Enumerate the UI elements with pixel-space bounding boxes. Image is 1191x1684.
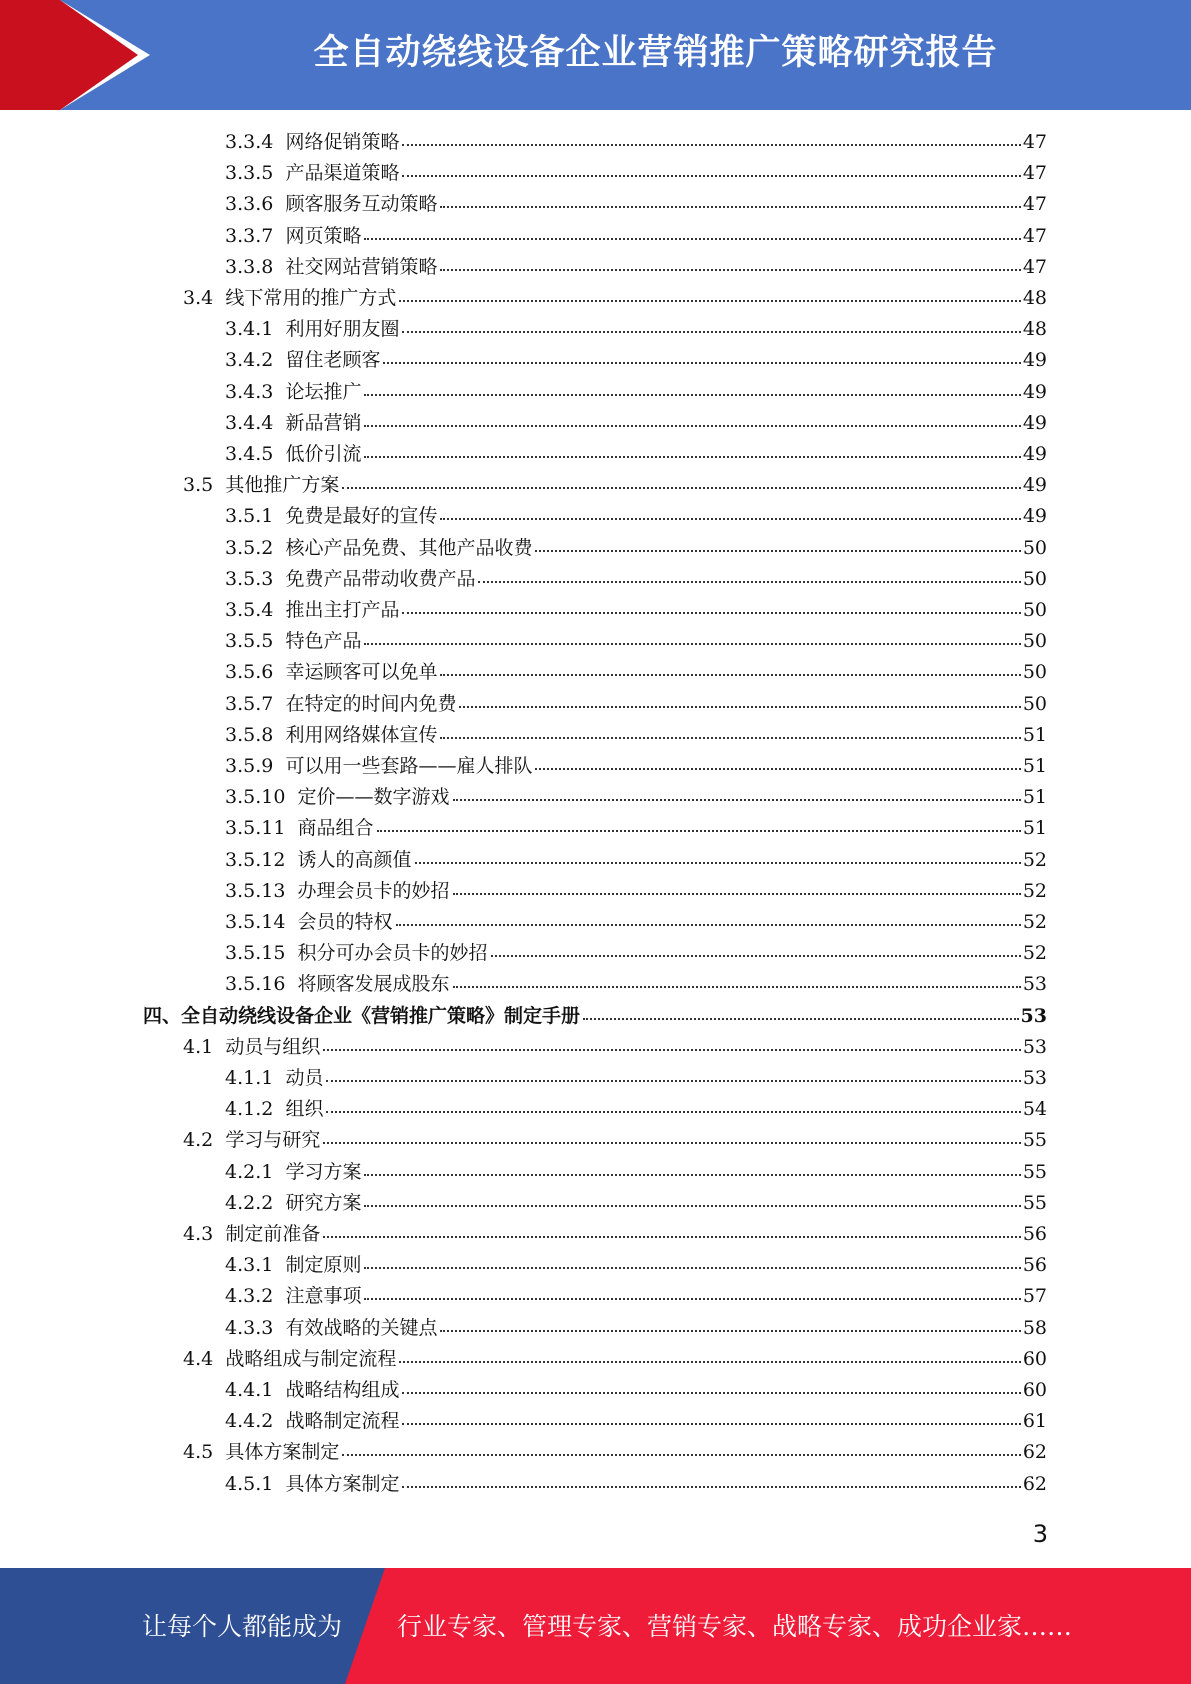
toc-entry-page: 54	[1022, 1098, 1047, 1121]
toc-dot-leader	[459, 705, 1020, 708]
toc-entry-label: 留住老顾客	[285, 349, 381, 372]
toc-entry-page: 50	[1022, 536, 1047, 559]
toc-entry[interactable]	[225, 439, 1047, 470]
toc-entry[interactable]	[225, 189, 1047, 220]
toc-entry-label: 将顾客发展成股东	[297, 973, 450, 996]
toc-entry-number: 3.3.6	[225, 193, 274, 216]
toc-entry[interactable]	[225, 158, 1047, 189]
toc-entry-number: 4.2.2	[225, 1191, 274, 1214]
toc-entry[interactable]	[225, 876, 1047, 907]
toc-entry-number: 3.4.2	[225, 349, 274, 372]
toc-entry-label: 产品渠道策略	[285, 162, 400, 185]
toc-entry-gap	[285, 817, 297, 839]
toc-entry-label: 动员与组织	[225, 1035, 321, 1058]
toc-entry-label: 线下常用的推广方式	[225, 287, 397, 309]
toc-entry-gap	[213, 474, 225, 496]
toc-entry-number: 3.5.1	[225, 505, 274, 528]
toc-entry[interactable]	[225, 751, 1047, 782]
toc-entry-page: 61	[1022, 1410, 1047, 1433]
toc-entry-number: 4.3.3	[225, 1316, 274, 1339]
toc-entry-page: 51	[1022, 817, 1047, 840]
toc-entry-page: 60	[1022, 1347, 1047, 1370]
toc-entry-gap	[273, 755, 285, 777]
toc-dot-leader	[402, 1485, 1020, 1488]
toc-entry-number: 4.3.2	[225, 1285, 274, 1308]
toc-dot-leader	[364, 1297, 1020, 1300]
toc-entry-label: 研究方案	[285, 1191, 362, 1214]
toc-entry-gap	[273, 568, 285, 590]
toc-entry[interactable]	[225, 314, 1047, 345]
toc-entry-number: 4.4.1	[225, 1379, 274, 1401]
toc-entry[interactable]	[225, 969, 1047, 1000]
toc-entry-number: 3.5.2	[225, 536, 274, 559]
toc-entry[interactable]	[225, 533, 1047, 564]
toc-entry-gap	[273, 599, 285, 621]
header-chevron-decoration	[0, 0, 160, 110]
toc-entry-page: 50	[1022, 692, 1047, 715]
toc-entry-label: 新品营销	[285, 411, 362, 434]
toc-entry-number: 3.5.7	[225, 692, 274, 715]
toc-entry-page: 47	[1022, 193, 1047, 216]
toc-entry-page: 55	[1022, 1129, 1047, 1152]
toc-entry-gap	[273, 318, 285, 340]
toc-entry-number: 3.5	[183, 474, 214, 497]
toc-dot-leader	[326, 1079, 1020, 1082]
toc-entry-page: 47	[1022, 162, 1047, 185]
toc-entry-gap	[273, 1161, 285, 1183]
toc-entry-number: 3.5.12	[225, 848, 286, 871]
toc-entry-gap	[273, 1317, 285, 1339]
toc-entry-label: 定价——数字游戏	[297, 786, 450, 809]
toc-entry-label: 可以用一些套路——雇人排队	[285, 755, 533, 777]
toc-entry-number: 3.4.4	[225, 411, 274, 434]
toc-entry-number: 4.1.1	[225, 1067, 274, 1089]
toc-entry-label: 其他推广方案	[225, 474, 340, 497]
toc-entry-label: 免费产品带动收费产品	[285, 567, 476, 590]
toc-dot-leader	[323, 1141, 1020, 1144]
toc-entry-label: 论坛推广	[285, 380, 362, 403]
toc-entry-page: 47	[1022, 224, 1047, 247]
toc-entry-label: 商品组合	[297, 817, 374, 840]
toc-entry-page: 49	[1022, 411, 1047, 434]
toc-entry-label: 网络促销策略	[285, 131, 400, 153]
toc-entry-gap	[285, 973, 297, 995]
toc-entry-gap	[273, 162, 285, 184]
toc-entry-gap	[213, 1223, 225, 1245]
toc-dot-leader	[402, 611, 1020, 614]
toc-dot-leader	[342, 486, 1020, 489]
toc-entry-number: 4.5	[183, 1441, 214, 1464]
toc-entry-page: 62	[1022, 1441, 1047, 1464]
toc-entry-number: 3.5.16	[225, 973, 286, 996]
toc-entry-label: 在特定的时间内免费	[285, 692, 457, 715]
toc-dot-leader	[364, 642, 1020, 645]
toc-entry-page: 52	[1022, 911, 1047, 933]
toc-entry-gap	[273, 193, 285, 215]
toc-entry-label: 积分可办会员卡的妙招	[297, 942, 488, 965]
toc-entry-number: 3.3.5	[225, 162, 274, 185]
toc-entry-gap	[285, 911, 297, 933]
toc-entry[interactable]	[225, 345, 1047, 376]
toc-entry[interactable]	[225, 657, 1047, 688]
toc-dot-leader	[415, 861, 1021, 864]
toc-entry[interactable]	[183, 470, 1047, 501]
toc-entry[interactable]	[225, 907, 1047, 938]
toc-entry-gap	[213, 1129, 225, 1151]
toc-entry[interactable]	[225, 1063, 1047, 1094]
toc-entry-gap	[273, 443, 285, 465]
toc-entry-number: 4.5.1	[225, 1472, 274, 1495]
toc-entry-gap	[273, 630, 285, 652]
toc-entry-page: 57	[1022, 1285, 1047, 1308]
toc-entry-number: 四、	[143, 1004, 182, 1027]
toc-entry-page: 56	[1022, 1223, 1047, 1245]
toc-dot-leader	[383, 361, 1020, 364]
toc-entry-label: 低价引流	[285, 443, 362, 465]
toc-entry-number: 3.5.3	[225, 567, 274, 590]
toc-entry-number: 3.5.10	[225, 786, 286, 809]
toc-entry[interactable]	[225, 1094, 1047, 1125]
toc-entry-label: 核心产品免费、其他产品收费	[285, 536, 533, 559]
toc-entry-page: 53	[1022, 973, 1047, 996]
toc-entry[interactable]	[225, 689, 1047, 720]
toc-entry-page: 62	[1022, 1472, 1047, 1495]
toc-entry-page: 48	[1022, 287, 1047, 309]
toc-entry-gap	[273, 1254, 285, 1276]
toc-entry-gap	[213, 1036, 225, 1058]
toc-entry-page: 47	[1022, 131, 1047, 153]
toc-entry-label: 幸运顾客可以免单	[285, 661, 438, 684]
toc-dot-leader	[535, 767, 1020, 770]
toc-dot-leader	[377, 829, 1021, 832]
toc-entry-page: 55	[1022, 1160, 1047, 1183]
toc-dot-leader	[453, 892, 1021, 895]
toc-entry-gap	[213, 287, 225, 309]
toc-entry-label: 诱人的高颜值	[297, 848, 412, 871]
document-title: 全自动绕线设备企业营销推广策略研究报告	[313, 33, 998, 73]
toc-entry[interactable]	[225, 377, 1047, 408]
toc-entry-page: 49	[1022, 443, 1047, 465]
toc-entry-label: 学习与研究	[225, 1129, 321, 1152]
toc-entry-number: 3.4	[183, 287, 214, 309]
toc-dot-leader	[364, 424, 1020, 427]
toc-entry-label: 制定原则	[285, 1254, 362, 1277]
toc-entry-gap	[273, 381, 285, 403]
toc-dot-leader	[399, 299, 1020, 302]
toc-entry[interactable]	[225, 626, 1047, 657]
toc-entry-page: 50	[1022, 599, 1047, 621]
toc-entry-gap	[273, 693, 285, 715]
toc-entry-gap	[285, 880, 297, 902]
toc-entry-number: 3.5.15	[225, 942, 286, 965]
toc-dot-leader	[440, 517, 1020, 520]
toc-entry-label: 网页策略	[285, 224, 362, 247]
toc-dot-leader	[364, 1173, 1020, 1176]
page-number: 3	[1032, 1520, 1048, 1548]
toc-entry-gap	[273, 1473, 285, 1495]
toc-dot-leader	[535, 549, 1020, 552]
toc-entry[interactable]	[183, 1437, 1047, 1468]
toc-entry-number: 3.3.4	[225, 131, 274, 153]
toc-entry[interactable]	[225, 1406, 1047, 1437]
toc-entry[interactable]	[183, 1344, 1047, 1375]
toc-entry-number: 4.2.1	[225, 1160, 274, 1183]
toc-entry[interactable]	[225, 595, 1047, 626]
toc-entry[interactable]	[225, 782, 1047, 813]
toc-dot-leader	[491, 954, 1021, 957]
toc-entry-page: 60	[1022, 1379, 1047, 1401]
toc-dot-leader	[364, 1266, 1020, 1269]
toc-entry-gap	[273, 661, 285, 683]
toc-dot-leader	[453, 798, 1021, 801]
toc-entry-gap	[285, 942, 297, 964]
toc-entry-gap	[273, 349, 285, 371]
toc-entry-label: 具体方案制定	[285, 1472, 400, 1495]
toc-entry-label: 战略组成与制定流程	[225, 1347, 397, 1370]
toc-dot-leader	[326, 1110, 1020, 1113]
toc-entry-page: 51	[1022, 755, 1047, 777]
toc-entry-number: 3.5.6	[225, 661, 274, 684]
toc-dot-leader	[323, 1235, 1020, 1238]
toc-entry-page: 53	[1020, 1004, 1047, 1027]
page-header	[0, 0, 1191, 110]
toc-dot-leader	[402, 143, 1020, 146]
toc-entry-label: 利用网络媒体宣传	[285, 723, 438, 746]
toc-entry-page: 52	[1022, 848, 1047, 871]
toc-entry-page: 48	[1022, 318, 1047, 341]
toc-entry-page: 49	[1022, 505, 1047, 528]
toc-entry-number: 3.5.9	[225, 755, 274, 777]
toc-entry[interactable]	[225, 127, 1047, 158]
toc-entry[interactable]	[225, 1469, 1047, 1500]
toc-entry-label: 会员的特权	[297, 911, 393, 933]
toc-entry[interactable]	[225, 1188, 1047, 1219]
toc-entry-label: 全自动绕线设备企业《营销推广策略》制定手册	[181, 1004, 581, 1027]
footer-slogan-left: 让每个人都能成为	[142, 1612, 343, 1641]
toc-entry-label: 推出主打产品	[285, 599, 400, 621]
toc-entry[interactable]	[183, 283, 1047, 314]
toc-entry-gap	[285, 786, 297, 808]
toc-entry-page: 52	[1022, 879, 1047, 902]
toc-entry-label: 有效战略的关键点	[285, 1316, 438, 1339]
toc-entry[interactable]	[183, 1032, 1047, 1063]
toc-entry-number: 3.5.4	[225, 599, 274, 621]
toc-entry-gap	[285, 849, 297, 871]
toc-entry-page: 50	[1022, 661, 1047, 684]
toc-entry-gap	[273, 505, 285, 527]
toc-entry-label: 战略制定流程	[285, 1410, 400, 1433]
toc-entry-label: 学习方案	[285, 1160, 362, 1183]
toc-entry[interactable]	[225, 501, 1047, 532]
toc-entry-gap	[273, 724, 285, 746]
toc-dot-leader	[440, 205, 1020, 208]
toc-entry-gap	[273, 1379, 285, 1401]
toc-entry-gap	[273, 1410, 285, 1432]
toc-entry-label: 组织	[285, 1098, 324, 1121]
toc-entry-page: 50	[1022, 630, 1047, 653]
toc-dot-leader	[364, 393, 1020, 396]
toc-entry-gap	[273, 1285, 285, 1307]
toc-entry-number: 4.3.1	[225, 1254, 274, 1277]
toc-dot-leader	[402, 1391, 1020, 1394]
toc-entry-number: 3.4.3	[225, 380, 274, 403]
toc-entry-number: 4.2	[183, 1129, 214, 1152]
toc-entry-page: 52	[1022, 942, 1047, 965]
toc-entry-number: 4.4	[183, 1347, 214, 1370]
toc-entry-number: 3.3.7	[225, 224, 274, 247]
toc-entry-page: 51	[1022, 723, 1047, 746]
toc-dot-leader	[440, 736, 1020, 739]
toc-entry-label: 动员	[285, 1067, 324, 1089]
toc-dot-leader	[583, 1017, 1019, 1020]
toc-dot-leader	[364, 1204, 1020, 1207]
toc-entry-label: 利用好朋友圈	[285, 318, 400, 341]
toc-entry[interactable]	[225, 408, 1047, 439]
toc-dot-leader	[402, 330, 1020, 333]
toc-dot-leader	[440, 1329, 1020, 1332]
toc-entry-page: 56	[1022, 1254, 1047, 1277]
toc-entry[interactable]	[225, 813, 1047, 844]
toc-entry-page: 47	[1022, 255, 1047, 278]
toc-entry-gap	[273, 1192, 285, 1214]
toc-entry-page: 49	[1022, 380, 1047, 403]
toc-entry-number: 3.3.8	[225, 255, 274, 278]
toc-dot-leader	[396, 923, 1021, 926]
toc-entry-gap	[273, 537, 285, 559]
toc-entry-label: 具体方案制定	[225, 1441, 340, 1464]
toc-dot-leader	[440, 268, 1020, 271]
toc-dot-leader	[323, 1048, 1020, 1051]
toc-entry-gap	[273, 131, 285, 153]
toc-entry-number: 4.4.2	[225, 1410, 274, 1433]
toc-dot-leader	[342, 1453, 1020, 1456]
toc-entry-number: 3.5.14	[225, 911, 286, 933]
toc-entry[interactable]	[183, 1125, 1047, 1156]
toc-entry-number: 3.4.5	[225, 443, 274, 465]
toc-entry-label: 办理会员卡的妙招	[297, 879, 450, 902]
page-footer	[0, 1568, 1191, 1684]
toc-dot-leader	[453, 985, 1021, 988]
toc-entry-page: 51	[1022, 786, 1047, 809]
toc-entry[interactable]	[225, 564, 1047, 595]
toc-dot-leader	[402, 174, 1020, 177]
toc-entry-page: 58	[1022, 1316, 1047, 1339]
toc-entry-label: 特色产品	[285, 630, 362, 653]
toc-entry[interactable]	[225, 221, 1047, 252]
toc-dot-leader	[399, 1360, 1020, 1363]
toc-entry-page: 53	[1022, 1067, 1047, 1089]
toc-entry-label: 社交网站营销策略	[285, 255, 438, 278]
toc-entry-page: 50	[1022, 567, 1047, 590]
toc-entry-gap	[273, 225, 285, 247]
toc-entry[interactable]	[225, 720, 1047, 751]
toc-entry-number: 4.1	[183, 1035, 214, 1058]
toc-dot-leader	[440, 673, 1020, 676]
toc-entry-page: 49	[1022, 349, 1047, 372]
toc-entry-number: 3.4.1	[225, 318, 274, 341]
toc-entry-page: 55	[1022, 1191, 1047, 1214]
toc-dot-leader	[364, 455, 1020, 458]
toc-entry-gap	[213, 1348, 225, 1370]
toc-entry-page: 53	[1022, 1035, 1047, 1058]
toc-entry[interactable]	[225, 938, 1047, 969]
toc-entry-label: 注意事项	[285, 1285, 362, 1308]
toc-dot-leader	[478, 580, 1020, 583]
toc-entry[interactable]	[225, 1250, 1047, 1281]
toc-dot-leader	[402, 1422, 1020, 1425]
toc-dot-leader	[364, 237, 1020, 240]
toc-entry-gap	[273, 1098, 285, 1120]
toc-entry[interactable]	[225, 1281, 1047, 1312]
toc-entry-number: 4.3	[183, 1223, 214, 1245]
toc-entry-number: 3.5.8	[225, 723, 274, 746]
toc-entry-label: 免费是最好的宣传	[285, 505, 438, 528]
toc-entry[interactable]	[225, 1313, 1047, 1344]
toc-entry-number: 3.5.13	[225, 879, 286, 902]
toc-entry-label: 顾客服务互动策略	[285, 193, 438, 216]
toc-entry[interactable]	[225, 1375, 1047, 1406]
toc-entry[interactable]	[225, 252, 1047, 283]
toc-entry[interactable]	[183, 1219, 1047, 1250]
footer-slogan-right: 行业专家、管理专家、营销专家、战略专家、成功企业家……	[397, 1612, 1073, 1641]
toc-entry[interactable]	[143, 1001, 1047, 1032]
toc-entry-gap	[273, 256, 285, 278]
toc-entry-label: 制定前准备	[225, 1223, 321, 1245]
toc-entry-gap	[213, 1441, 225, 1463]
toc-entry-number: 3.5.5	[225, 630, 274, 653]
toc-entry-page: 49	[1022, 474, 1047, 497]
toc-entry-gap	[273, 412, 285, 434]
toc-entry[interactable]	[225, 845, 1047, 876]
toc-entry-label: 战略结构组成	[285, 1379, 400, 1401]
toc-entry[interactable]	[225, 1157, 1047, 1188]
toc-entry-number: 4.1.2	[225, 1098, 274, 1121]
toc-entry-gap	[273, 1067, 285, 1089]
toc-entry-number: 3.5.11	[225, 817, 286, 840]
